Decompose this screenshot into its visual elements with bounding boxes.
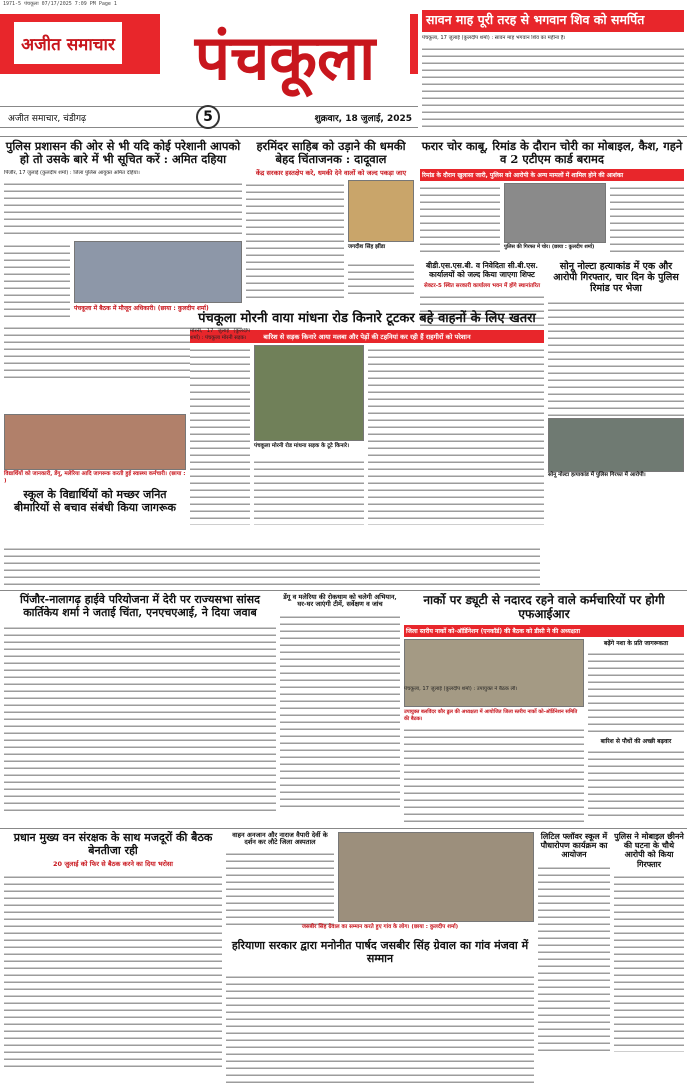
mobile-snatch-story xyxy=(614,832,684,1084)
police-help-headline: पुलिस प्रशासन की ओर से भी यदि कोई परेशानी आपको हो तो उसके बारे में भी सूचित करें : अमित दहिया xyxy=(5,139,241,167)
pinjore-headline: पिंजौर-नालागढ़ हाईवे परियोजना में देरी पर राज्यसभा सांसद कार्तिकेय शर्मा ने जताई चिंता, एनएचएआई, ने दिया जवाब xyxy=(20,593,260,619)
farmers-body-2 xyxy=(588,747,684,821)
monu-body xyxy=(548,298,684,416)
monu-caption: सोनू नोल्टा हत्याकांड में पुलिस गिरफ्त में आरोपी। xyxy=(548,471,646,478)
haryana-caption: जसबीर सिंह ग्रेवाल का सम्मान करते हुए गांव के लोग। (छाया : कुलदीप शर्मा) xyxy=(301,924,459,930)
morni-strap: बारिश से सड़क किनारे आया मलबा और पेड़ों की टहनियां कर रही हैं राहगीरों को परेशान xyxy=(190,330,544,343)
dengue-headline: डेंगू व मलेरिया की रोकथाम को चलेगी अभियान, घर-घर जाएंगी टीमें, सर्वेक्षण व जांच xyxy=(283,593,397,609)
brand-name: अजीत समाचार xyxy=(21,34,115,55)
liquor-headline: वाहन अनजान और नाराज वैपारी देवीं के दर्शन कर लौटे जिला अस्पताल xyxy=(232,831,328,847)
recovery-strap: रिमांड के दौरान खुलासा जारी, पुलिस को आरोपी के अन्य मामलों में शामिल होने की आशंका xyxy=(420,169,684,181)
recovery-story xyxy=(420,140,684,258)
pradhan-body xyxy=(4,872,222,1068)
edition-label: अजीत समाचार, चंडीगढ़ xyxy=(8,114,87,124)
narcotics-story xyxy=(404,594,684,826)
pradhan-story xyxy=(4,832,222,1084)
narcotics-body xyxy=(404,725,584,825)
police-body-col xyxy=(4,241,70,321)
divider xyxy=(0,590,687,591)
police-dateline: पिंजौर, 17 जुलाई (कुलदीप शर्मा) : जिला पुलिस आयुक्त अमित दहिया। xyxy=(4,170,140,177)
narco-dateline: पंचकूला, 17 जुलाई (कुलदीप शर्मा) : उपायुक्त ने बैठक ली। xyxy=(404,686,518,692)
sawan-headline: सावन माह पूरी तरह से भगवान शिव को समर्पित xyxy=(422,10,684,32)
monu-headline: सोनू नोल्टा हत्याकांड में एक और आरोपी गिरफ्तार, चार दिन के पुलिस रिमांड पर भेजा xyxy=(553,261,679,294)
morni-headline: पंचकूला मोरनी वाया मांधना रोड किनारे टूटकर बहे वाहनों के लिए खतरा xyxy=(198,311,536,326)
little-flower-body xyxy=(538,863,610,1053)
monu-story xyxy=(548,262,684,540)
dengue-story xyxy=(280,594,400,826)
harminder-caption: जगदीश सिंह झींडा xyxy=(348,244,386,251)
page-number: 5 xyxy=(196,105,220,129)
dadoowal-photo xyxy=(348,180,414,242)
sawan-dateline: पंचकूला, 17 जुलाई (कुलदीप शर्मा) : सावन माह भगवान शिव का महीना है। xyxy=(422,35,566,41)
sawan-body xyxy=(422,44,684,132)
morni-caption: पंचकूला मोरनी रोड मांधना सड़क के टूटे किनारे। xyxy=(254,442,350,449)
recovery-headline: फरार चोर काबू, रिमांड के दौरान चोरी का मोबाइल, कैश, गहने व 2 एटीएम कार्ड बरामद xyxy=(421,139,683,167)
bd-offices-headline: बीडी.एस.एस.बी. व निवेदिता सी.बी.एस. कार्यालयों को जल्द किया जाएगा शिफ्ट xyxy=(426,261,538,279)
divider xyxy=(0,828,687,829)
harminder-kicker: केंद्र सरकार हस्तक्षेप करे, धमकी देने वालों को जल्द पकड़ा जाए xyxy=(255,169,407,178)
harminder-story xyxy=(246,140,416,308)
morni-story xyxy=(190,312,544,540)
school-photo xyxy=(4,414,186,470)
recovery-body-2 xyxy=(610,183,684,253)
liquor-body xyxy=(226,849,334,927)
mobile-snatch-headline: पुलिस ने मोबाइल छीनने की घटना के चौथे आरोपी को किया गिरफ्तार xyxy=(614,831,684,869)
narcotics-headline: नार्को पर ड्यूटी से नदारद रहने वाले कर्मचारियों पर होगी एफआईआर xyxy=(423,593,665,621)
morni-road-photo xyxy=(254,345,364,441)
morni-dateline: मोरनी, 17 जुलाई (कुलदीप शर्मा) : पंचकूला मोरनी सड़क। xyxy=(190,328,250,341)
school-caption: विद्यार्थियों को जानकारी, डेंगू, मलेरिया आदि जागरूक करती हुई स्वास्थ्य कर्मचारी। (छाया : ) xyxy=(4,471,186,484)
harminder-headline: हरमिंदर साहिब को उड़ाने की धमकी बेहद चिंताजनक : दादूवाल xyxy=(256,139,406,167)
haryana-body xyxy=(226,972,534,1084)
pradhan-headline: प्रधान मुख्य वन संरक्षक के साथ मजदूरों की बैठक बेनतीजा रही xyxy=(13,831,213,857)
school-body xyxy=(4,544,540,586)
pinjore-body xyxy=(4,623,276,815)
morni-body-1 xyxy=(190,345,250,525)
morni-body-2 xyxy=(254,457,364,525)
little-flower-headline: लिटिल फ्लॉवर स्कूल में पौधारोपण कार्यक्रम का आयोजन xyxy=(540,831,608,860)
haryana-photo xyxy=(338,832,534,922)
recovery-caption: पुलिस की गिरफ्त में चोर। (छाया : कुलदीप शर्मा) xyxy=(504,244,595,251)
issue-date: शुक्रवार, 18 जुलाई, 2025 xyxy=(314,114,412,124)
little-flower-story xyxy=(538,832,610,1084)
narcotics-photo xyxy=(404,639,584,707)
farmers-headline: बढ़ेंगे नशा के प्रति जागरूकता xyxy=(603,639,669,647)
recovery-photo xyxy=(504,183,606,243)
harminder-body xyxy=(246,180,344,298)
farmers-body xyxy=(588,649,684,735)
pinjore-story xyxy=(4,594,276,826)
bd-offices-sub: सेक्टर-5 स्थित सरकारी कार्यालय भवन में होंगे स्थानांतरित xyxy=(424,283,540,290)
haryana-headline: हरियाणा सरकार द्वारा मनोनीत पार्षद जसबीर सिंह ग्रेवाल का गांव मंजवा में सम्मान xyxy=(231,939,529,965)
monu-photo xyxy=(548,418,684,472)
narcotics-strap: जिला स्तरीय नार्को को-ऑर्डिनेशन (एनकॉर्ड) की बैठक को डीसी ने की अध्यक्षता xyxy=(404,625,684,637)
recovery-body xyxy=(420,183,500,253)
narcotics-caption: उपायुक्त बलविंदर कौर ढुल की अध्यक्षता में आयोजित जिला स्तरीय नार्को को-ऑर्डिनेशन समिति की बैठक। xyxy=(404,708,578,722)
police-help-caption: पंचकूला में बैठक में मौजूद अधिकारी। (छाया : कुलदीप शर्मा) xyxy=(74,305,209,313)
brand-box xyxy=(12,20,124,66)
divider xyxy=(0,136,687,137)
mobile-snatch-body xyxy=(614,872,684,1052)
school-headline: स्कूल के विद्यार्थियों को मच्छर जनित बीमारियों से बचाव संबंधी किया जागरूक xyxy=(13,488,176,514)
sawan-story xyxy=(422,10,684,133)
pradhan-sub: 20 जुलाई को फिर से बैठक करने का दिया भरोसा xyxy=(53,860,173,869)
harminder-body-2 xyxy=(348,260,414,298)
print-header: 1971-5 पंचकूला 07/17/2025 7:09 PM Page 1 xyxy=(3,1,117,7)
police-meeting-photo xyxy=(74,241,242,303)
dengue-body xyxy=(280,612,400,810)
morni-body-3 xyxy=(368,345,544,525)
farmers-sub: बारिश से पौधों की अच्छी बढ़वार xyxy=(600,737,672,745)
police-body-1 xyxy=(4,179,242,239)
edition-bar xyxy=(0,106,418,128)
page-title: पंचकूला xyxy=(160,8,410,108)
